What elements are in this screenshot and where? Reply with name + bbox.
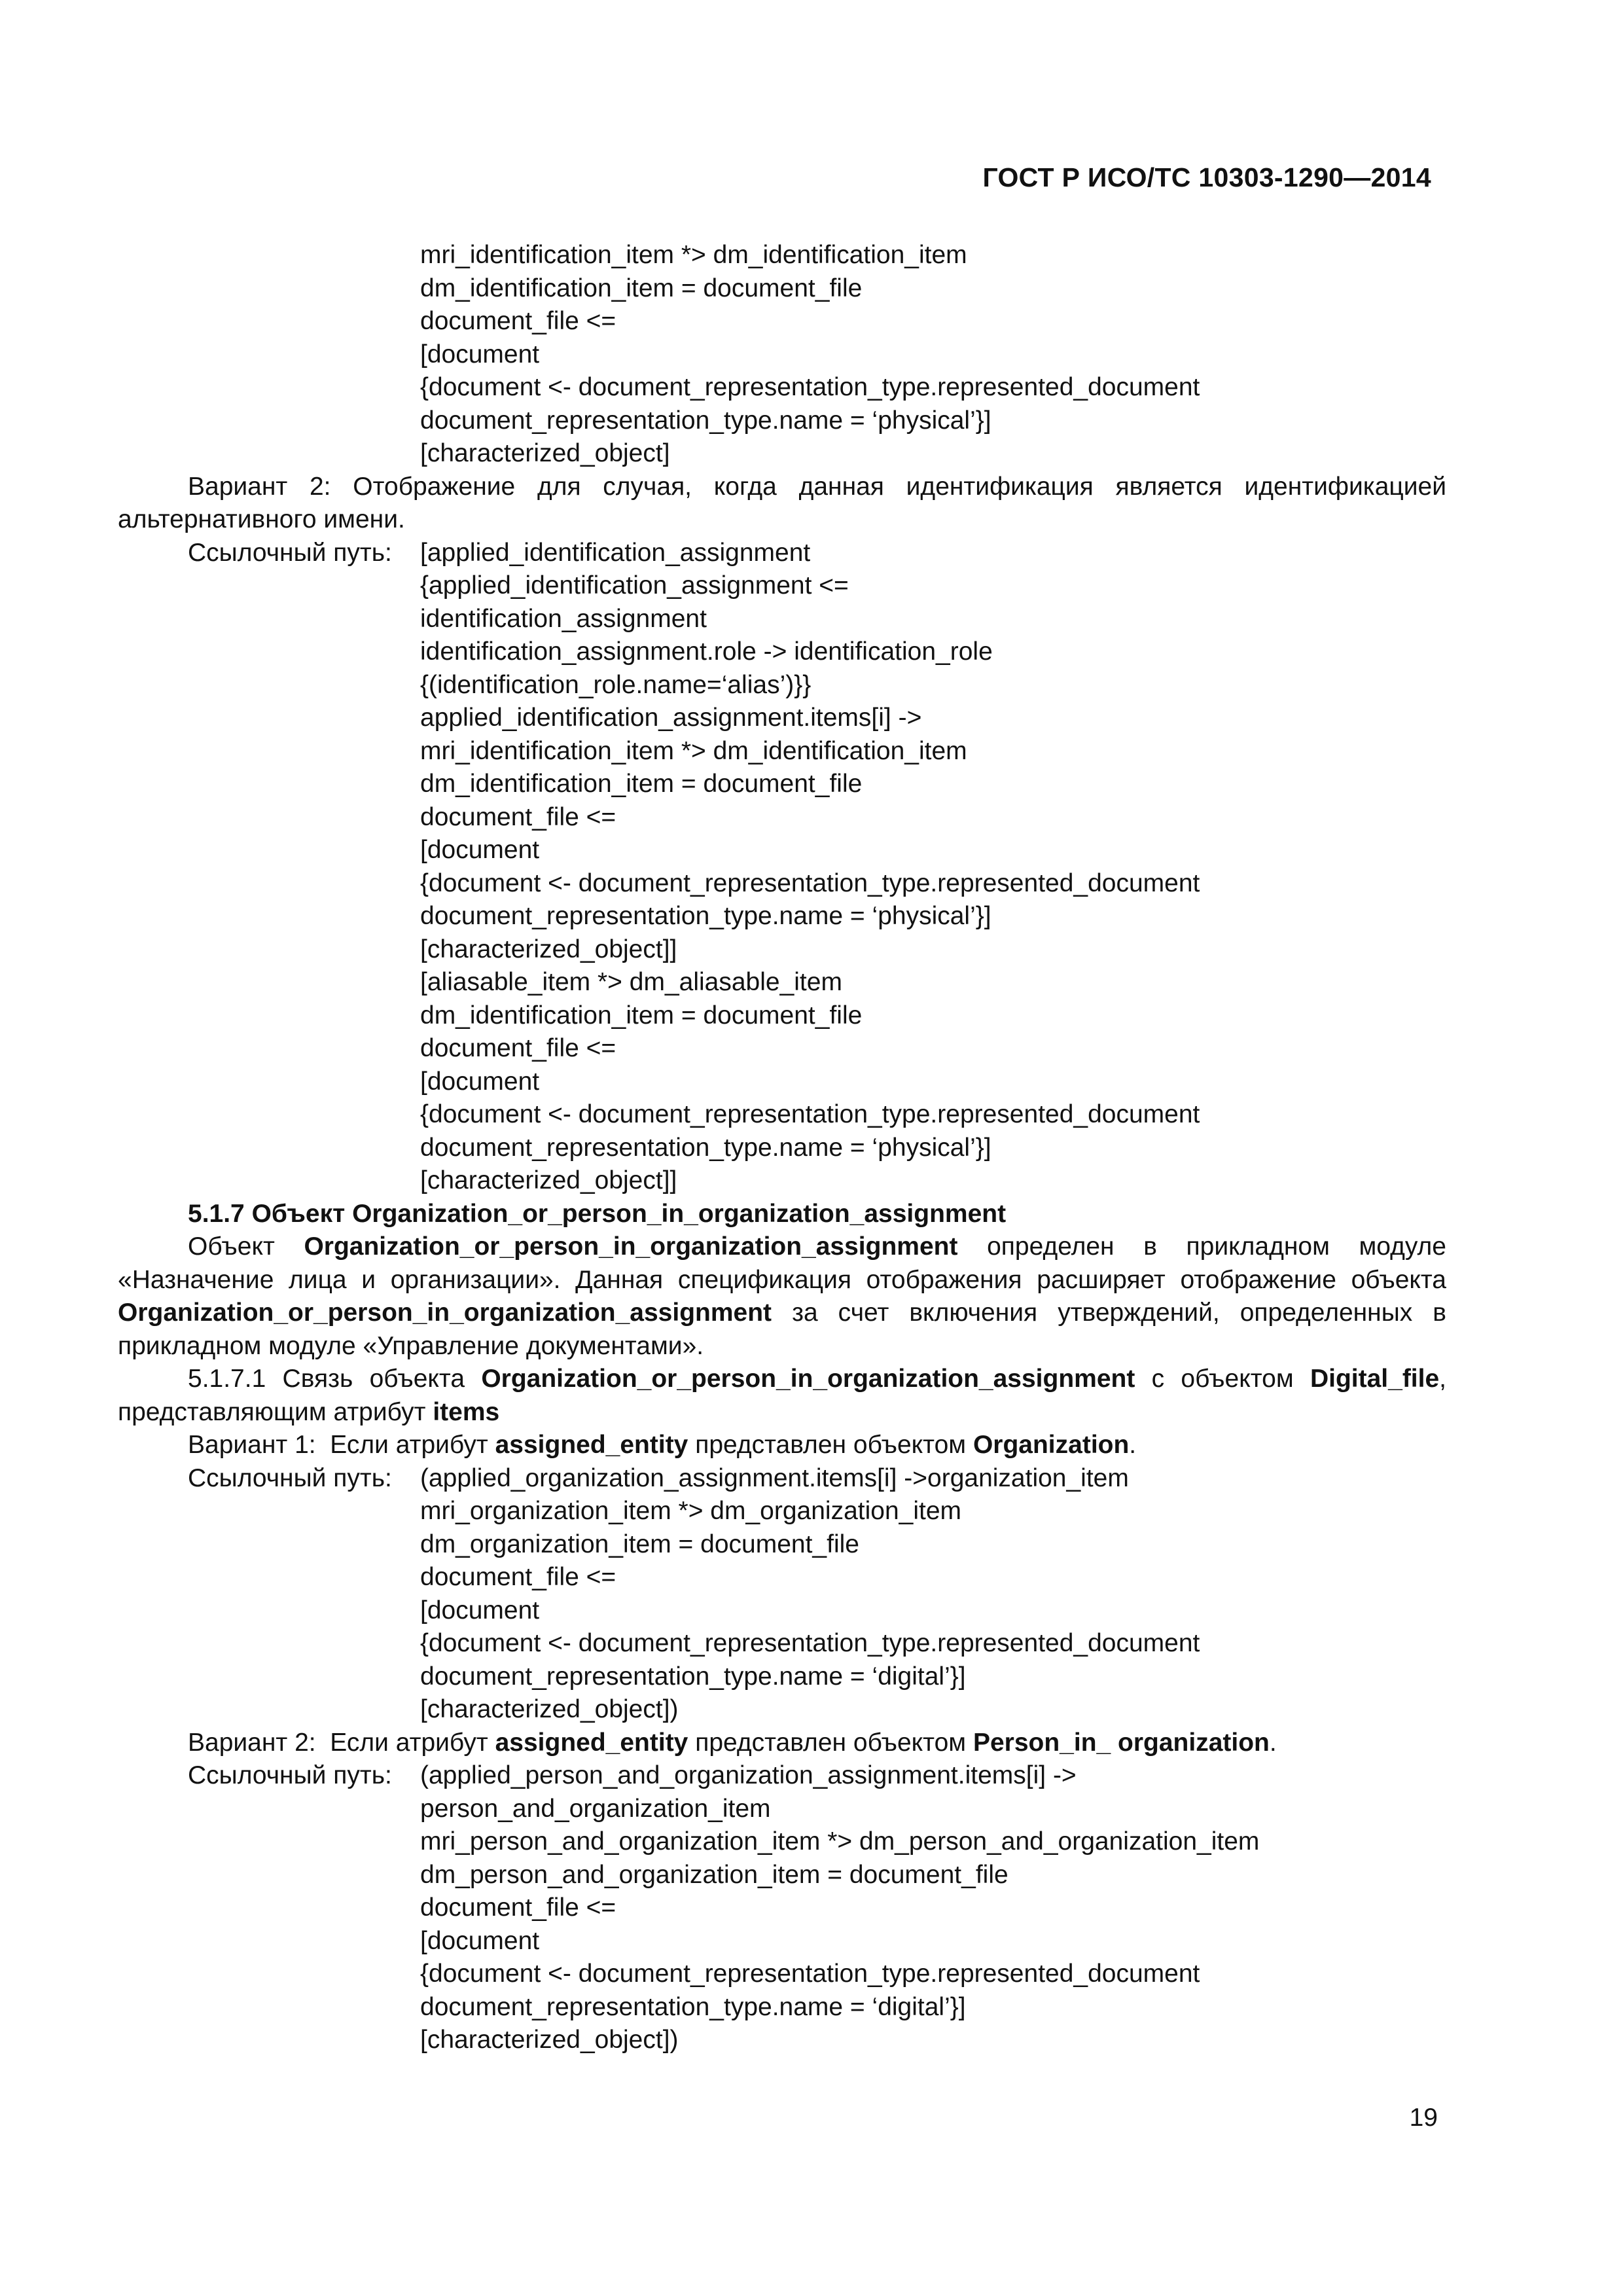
code-line: document_file <= (420, 802, 616, 831)
code-line: [document (420, 1067, 540, 1096)
reference-path-line (118, 1462, 1446, 1496)
code-line: person_and_organization_item (420, 1794, 771, 1823)
code-line: (applied_person_and_organization_assignment.items[i] -> (420, 1761, 1077, 1789)
reference-path-line (118, 537, 1446, 570)
code-line: [applied_identification_assignment (420, 538, 811, 567)
code-line: applied_identification_assignment.items[i] -> (420, 704, 922, 732)
code-line: document_representation_type.name = ‘physical’}] (420, 1133, 991, 1162)
text-run: за счет включения утверждений, определенных в прикладном модуле «Управление документами». (118, 1299, 1446, 1360)
variant-2-text: Вариант 2: Отображение для случая, когда данная идентификация является идентификацией альтернативного имени. (118, 472, 1446, 533)
code-line: dm_organization_item = document_file (420, 1530, 859, 1558)
variant-2b-line (118, 1727, 1446, 1760)
entity-name: Organization_or_person_in_organization_assignment (118, 1299, 772, 1327)
variant-2-paragraph (118, 471, 1446, 537)
code-line: dm_identification_item = document_file (420, 274, 863, 302)
text-run: определен в прикладном модуле «Назначение лица и организации». Данная спецификация отображения расширяет отображение объекта (118, 1232, 1446, 1294)
code-line: mri_identification_item *> dm_identification_item (420, 241, 967, 269)
text-run: представлен объектом (688, 1431, 973, 1459)
code-line: [aliasable_item *> dm_aliasable_item (420, 968, 842, 996)
code-line: {document <- document_representation_type.represented_document (420, 1629, 1200, 1657)
code-line: document_file <= (420, 1893, 616, 1922)
text-run: представлен объектом (688, 1728, 973, 1757)
text-run: . (1269, 1728, 1277, 1757)
code-line: identification_assignment (420, 604, 707, 633)
text-run: 5.1.7.1 Связь объекта (188, 1365, 482, 1393)
code-line: document_representation_type.name = ‘physical’}] (420, 406, 991, 435)
code-block-2 (118, 569, 1446, 1198)
code-line: [document (420, 340, 540, 368)
text-run: , представляющим атрибут (118, 1365, 1447, 1426)
code-line: [document (420, 1596, 540, 1624)
variant-1-line (118, 1429, 1446, 1462)
code-block-4 (118, 1793, 1446, 2057)
code-line: {document <- document_representation_type.represented_document (420, 1100, 1200, 1128)
standard-header: ГОСТ Р ИСО/ТС 10303-1290—2014 (982, 162, 1431, 192)
entity-name: Person_in_ organization (972, 1728, 1270, 1757)
subsection-heading (118, 1363, 1446, 1429)
section-paragraph (118, 1230, 1446, 1363)
entity-name: Digital_file (1310, 1365, 1440, 1393)
code-line: {document <- document_representation_type.represented_document (420, 869, 1200, 897)
code-line: document_representation_type.name = ‘physical’}] (420, 902, 991, 930)
code-line: document_representation_type.name = ‘digital’}] (420, 1992, 966, 2021)
text-run: Вариант 1: Если атрибут (188, 1431, 495, 1459)
code-line: [document (420, 836, 540, 864)
page-content (118, 239, 1446, 2057)
reference-path-label: Ссылочный путь: (188, 1761, 392, 1789)
code-block-3 (118, 1495, 1446, 1727)
reference-path-line (118, 1759, 1446, 1793)
text-run: Вариант 2: Если атрибут (188, 1728, 495, 1757)
reference-path-label: Ссылочный путь: (188, 538, 392, 567)
code-line: [characterized_object] (420, 439, 670, 467)
code-line: {(identification_role.name=‘alias’)}} (420, 670, 812, 699)
section-heading: 5.1.7 Объект Organization_or_person_in_organization_assignment (188, 1199, 1007, 1228)
code-line: document_representation_type.name = ‘digital’}] (420, 1662, 966, 1691)
code-line: mri_person_and_organization_item *> dm_person_and_organization_item (420, 1827, 1260, 1856)
code-line: [characterized_object]] (420, 935, 677, 963)
code-line: dm_person_and_organization_item = document_file (420, 1860, 1008, 1889)
entity-name: Organization_or_person_in_organization_assignment (304, 1232, 958, 1261)
code-line: mri_organization_item *> dm_organization_item (420, 1497, 962, 1525)
reference-path-label: Ссылочный путь: (188, 1463, 392, 1492)
code-line: {applied_identification_assignment <= (420, 571, 849, 600)
attribute-name: assigned_entity (495, 1728, 688, 1757)
code-line: (applied_organization_assignment.items[i] ->organization_item (420, 1463, 1129, 1492)
text-run: с объектом (1135, 1365, 1310, 1393)
code-line: identification_assignment.role -> identification_role (420, 637, 993, 666)
code-line: [characterized_object]) (420, 2026, 679, 2054)
code-line: dm_identification_item = document_file (420, 1001, 863, 1030)
code-line: {document <- document_representation_type.represented_document (420, 373, 1200, 401)
attribute-name: assigned_entity (495, 1431, 688, 1459)
text-run: . (1129, 1431, 1137, 1459)
code-block-1 (118, 239, 1446, 471)
page-number: 19 (1409, 2104, 1438, 2132)
code-line: document_file <= (420, 307, 616, 335)
code-line: mri_identification_item *> dm_identification_item (420, 736, 967, 765)
entity-name: Organization_or_person_in_organization_assignment (481, 1365, 1135, 1393)
code-line: {document <- document_representation_type.represented_document (420, 1960, 1200, 1988)
code-line: document_file <= (420, 1034, 616, 1062)
entity-name: Organization (972, 1431, 1130, 1459)
code-line: document_file <= (420, 1563, 616, 1591)
code-line: [characterized_object]) (420, 1695, 679, 1723)
code-line: dm_identification_item = document_file (420, 770, 863, 798)
code-line: [document (420, 1926, 540, 1955)
code-line: [characterized_object]] (420, 1166, 677, 1194)
text-run: Объект (188, 1232, 304, 1261)
attribute-name: items (433, 1397, 500, 1426)
